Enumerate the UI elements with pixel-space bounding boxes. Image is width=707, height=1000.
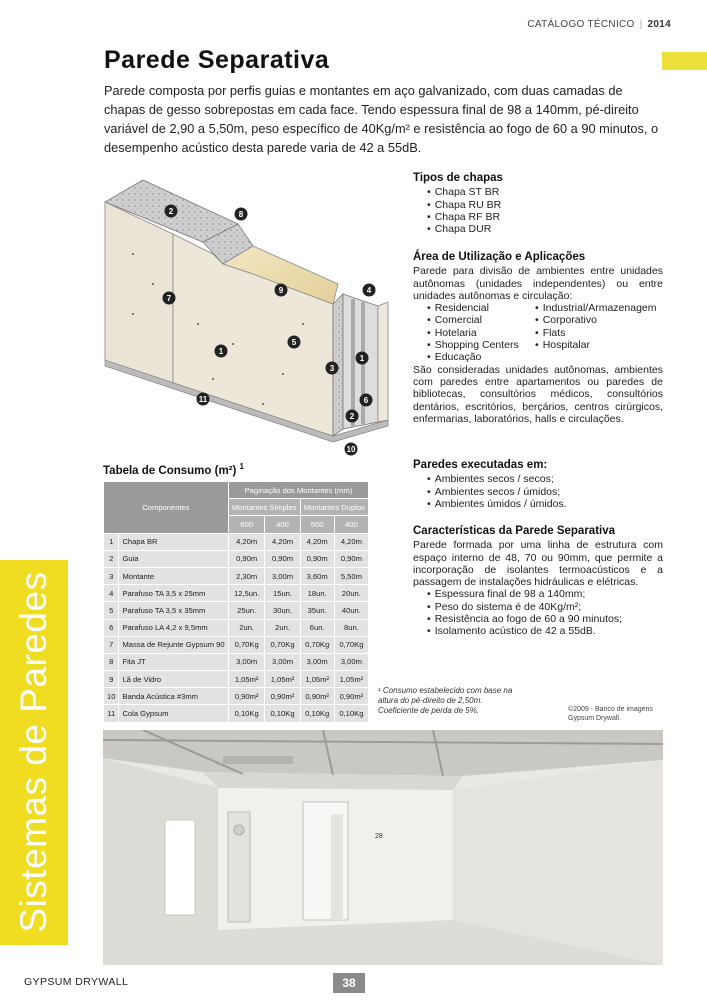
svg-text:2: 2: [349, 412, 355, 421]
consumption-value: 0,10Kg: [334, 705, 368, 722]
row-number: 3: [104, 567, 119, 584]
footer-brand: GYPSUM DRYWALL: [24, 976, 129, 988]
consumption-value: 5,50m: [334, 567, 368, 584]
list-item: • Chapa DUR: [427, 223, 663, 235]
component-name: Lã de Vidro: [119, 671, 228, 688]
svg-text:10: 10: [346, 445, 356, 454]
callout-6: [360, 394, 373, 407]
consumption-value: 3,60m: [300, 567, 334, 584]
consumption-value: 20un.: [334, 585, 368, 602]
consumption-value: 1,05m²: [265, 671, 300, 688]
row-number: 1: [104, 533, 119, 550]
component-name: Cola Gypsum: [119, 705, 228, 722]
svg-text:5: 5: [291, 338, 297, 347]
table-row: [104, 585, 369, 602]
callout-3: [326, 362, 339, 375]
consumption-value: 1,05m²: [300, 671, 334, 688]
consumption-value: 12,5un.: [228, 585, 265, 602]
row-number: 8: [104, 653, 119, 670]
row-number: 10: [104, 688, 119, 705]
callout-8: [235, 208, 248, 221]
consumption-value: 0,10Kg: [265, 705, 300, 722]
area-list-1: [427, 302, 535, 363]
area-text-2: São consideradas unidades autônomas, ambientes com paredes entre apartamentos ou paredes de bibliotecas, consultórios médicos, consultórios dentários, escritórios, berçários, centros cirúrgicos, enfermarias, laboratórios, halls e circulações.: [413, 363, 663, 425]
yellow-accent-bar: [662, 52, 707, 70]
component-name: Banda Acústica #3mm: [119, 688, 228, 705]
callout-1b: [356, 352, 369, 365]
tipos-chapas-section: [413, 172, 663, 235]
spacing-header: 600: [228, 516, 265, 533]
caption-superscript: 1: [239, 462, 244, 471]
consumption-value: 0,90m²: [300, 688, 334, 705]
svg-text:8: 8: [238, 210, 244, 219]
row-number: 6: [104, 619, 119, 636]
callout-7: [163, 292, 176, 305]
catalog-label: CATÁLOGO TÉCNICO: [527, 19, 635, 30]
caracteristicas-list: [413, 588, 663, 637]
header-separator: |: [639, 19, 643, 30]
component-name: Parafuso TA 3,5 x 35mm: [119, 602, 228, 619]
area-text: Parede para divisão de ambientes entre unidades autônomas (unidades independentes) ou entre unidades autônomas e circulação:: [413, 265, 663, 302]
catalog-year: 2014: [647, 19, 671, 30]
spacing-header: 400: [265, 516, 300, 533]
consumption-value: 0,70Kg: [228, 636, 265, 653]
consumption-value: 3,00m: [265, 567, 300, 584]
spacing-header: 600: [300, 516, 334, 533]
consumption-value: 0,10Kg: [228, 705, 265, 722]
consumption-value: 15un.: [265, 585, 300, 602]
tipos-chapas-list: [413, 186, 663, 235]
callout-10: [345, 443, 358, 456]
component-name: Massa de Rejunte Gypsum 90: [119, 636, 228, 653]
tipos-chapas-heading: Tipos de chapas: [413, 172, 503, 184]
svg-text:1: 1: [218, 347, 224, 356]
wall-section-diagram: [103, 174, 395, 466]
svg-text:9: 9: [278, 286, 284, 295]
paredes-heading: Paredes executadas em:: [413, 459, 548, 471]
list-item: • Espessura final de 98 a 140mm;: [427, 588, 663, 600]
consumption-value: 30un.: [265, 602, 300, 619]
component-name: Fita JT: [119, 653, 228, 670]
consumption-value: 1,05m²: [228, 671, 265, 688]
callout-4: [363, 284, 376, 297]
svg-text:3: 3: [329, 364, 335, 373]
table-row: [104, 602, 369, 619]
list-item: • Residencial: [427, 302, 535, 314]
consumption-value: 4,20m: [300, 533, 334, 550]
consumption-value: 0,10Kg: [300, 705, 334, 722]
table-row: [104, 550, 369, 567]
consumption-value: 1,05m²: [334, 671, 368, 688]
table-row: [104, 653, 369, 670]
callout-9: [275, 284, 288, 297]
sub-header-double: Montantes Duplos: [300, 499, 368, 516]
list-item: • Resistência ao fogo de 60 a 90 minutos;: [427, 613, 663, 625]
table-row: [104, 567, 369, 584]
page-header: [527, 19, 671, 30]
sub-header-simple: Montantes Simples: [228, 499, 300, 516]
consumption-value: 0,90m: [334, 550, 368, 567]
consumption-value: 35un.: [300, 602, 334, 619]
component-name: Chapa BR: [119, 533, 228, 550]
list-item: • Industrial/Armazenagem: [535, 302, 657, 314]
svg-text:6: 6: [363, 396, 369, 405]
component-name: Montante: [119, 567, 228, 584]
list-item: • Comercial: [427, 314, 535, 326]
consumption-value: 0,70Kg: [265, 636, 300, 653]
row-number: 7: [104, 636, 119, 653]
col-components-header: Componentes: [104, 482, 229, 534]
consumption-value: 4,20m: [334, 533, 368, 550]
list-item: • Hospitalar: [535, 339, 657, 351]
table-row: [104, 533, 369, 550]
list-item: • Shopping Centers: [427, 339, 535, 351]
area-lists: [413, 302, 663, 363]
consumption-value: 6un.: [300, 619, 334, 636]
consumption-value: 0,90m: [300, 550, 334, 567]
section-title: Sistemas de Paredes: [13, 571, 54, 933]
page-number: 38: [333, 973, 365, 993]
consumption-value: 2un.: [265, 619, 300, 636]
list-item: • Chapa ST BR: [427, 186, 663, 198]
component-name: Parafuso LA 4,2 x 9,5mm: [119, 619, 228, 636]
callout-5: [288, 336, 301, 349]
callout-11: [197, 393, 210, 406]
spacing-header: 400: [334, 516, 368, 533]
caracteristicas-text: Parede formada por uma linha de estrutura com espaço interno de 48, 70 ou 90mm, que permite a incorporação de isolantes termoacústicos e a passagem de instalações hidráulicas e elétricas.: [413, 539, 663, 589]
callout-2b: [346, 410, 359, 423]
list-item: • Chapa RF BR: [427, 211, 663, 223]
intro-paragraph: Parede composta por perfis guias e montantes em aço galvanizado, com duas camadas de chapas de gesso sobrepostas em cada face. Tendo espessura final de 98 a 140mm, pé-direito variável de 2,90 a 5,50m, peso específico de 40Kg/m² e resistência ao fogo de 60 a 90 minutos, o desempenho acústico desta parede varia de 42 a 55dB.: [104, 83, 659, 155]
image-credit: ©2009 - Banco de imagens Gypsum Drywall.: [568, 706, 653, 722]
table-body: [104, 533, 369, 722]
room-number-label: 28: [375, 833, 383, 840]
row-number: 2: [104, 550, 119, 567]
caracteristicas-section: [413, 525, 663, 638]
list-item: • Ambientes secos / úmidos;: [427, 486, 663, 498]
list-item: • Flats: [535, 327, 657, 339]
svg-text:1: 1: [359, 354, 365, 363]
consumption-value: 0,70Kg: [300, 636, 334, 653]
consumption-value: 3,00m: [334, 653, 368, 670]
consumption-value: 3,00m: [228, 653, 265, 670]
consumption-value: 3,00m: [265, 653, 300, 670]
group-header: Paginação dos Montantes (mm): [228, 482, 368, 499]
area-heading: Área de Utilização e Aplicações: [413, 251, 586, 263]
room-photo: [103, 730, 663, 965]
table-row: [104, 705, 369, 722]
consumption-table: [103, 481, 369, 723]
consumption-value: 0,90m²: [228, 688, 265, 705]
svg-text:7: 7: [166, 294, 172, 303]
consumption-value: 0,90m²: [334, 688, 368, 705]
consumption-value: 2,30m: [228, 567, 265, 584]
list-item: • Ambientes secos / secos;: [427, 473, 663, 485]
caracteristicas-heading: Características da Parede Separativa: [413, 525, 616, 537]
svg-text:4: 4: [366, 286, 372, 295]
consumption-value: 3,00m: [300, 653, 334, 670]
table-row: [104, 619, 369, 636]
table-row: [104, 671, 369, 688]
row-number: 9: [104, 671, 119, 688]
callout-1a: [215, 345, 228, 358]
area-list-2: [535, 302, 657, 363]
component-name: Guia: [119, 550, 228, 567]
paredes-section: [413, 459, 663, 510]
consumption-value: 4,20m: [265, 533, 300, 550]
component-name: Parafuso TA 3,5 x 25mm: [119, 585, 228, 602]
table-row: [104, 636, 369, 653]
list-item: • Ambientes úmidos / úmidos.: [427, 498, 663, 510]
paredes-list: [413, 473, 663, 510]
consumption-value: 0,70Kg: [334, 636, 368, 653]
svg-text:11: 11: [198, 395, 208, 404]
area-section: [413, 251, 663, 425]
list-item: • Isolamento acústico de 42 a 55dB.: [427, 625, 663, 637]
callout-2: [165, 205, 178, 218]
consumption-value: 40un.: [334, 602, 368, 619]
list-item: • Educação: [427, 351, 535, 363]
row-number: 5: [104, 602, 119, 619]
consumption-value: 4,20m: [228, 533, 265, 550]
consumption-value: 0,90m: [228, 550, 265, 567]
consumption-value: 0,90m²: [265, 688, 300, 705]
list-item: • Chapa RU BR: [427, 199, 663, 211]
consumption-value: 2un.: [228, 619, 265, 636]
table-footnote: ¹ Consumo estabelecido com base na altura do pé-direito de 2,50m. Coeficiente de perda de 5%.: [378, 686, 513, 715]
list-item: • Hotelaria: [427, 327, 535, 339]
row-number: 11: [104, 705, 119, 722]
table-caption: Tabela de Consumo (m²) $^1$: [103, 462, 244, 477]
consumption-value: 18un.: [300, 585, 334, 602]
consumption-value: 8un.: [334, 619, 368, 636]
row-number: 4: [104, 585, 119, 602]
list-item: • Peso do sistema é de 40Kg/m²;: [427, 601, 663, 613]
page-title: Parede Separativa: [104, 46, 330, 74]
consumption-value: 25un.: [228, 602, 265, 619]
table-row: [104, 688, 369, 705]
consumption-value: 0,90m: [265, 550, 300, 567]
list-item: • Corporativo: [535, 314, 657, 326]
svg-text:2: 2: [168, 207, 174, 216]
